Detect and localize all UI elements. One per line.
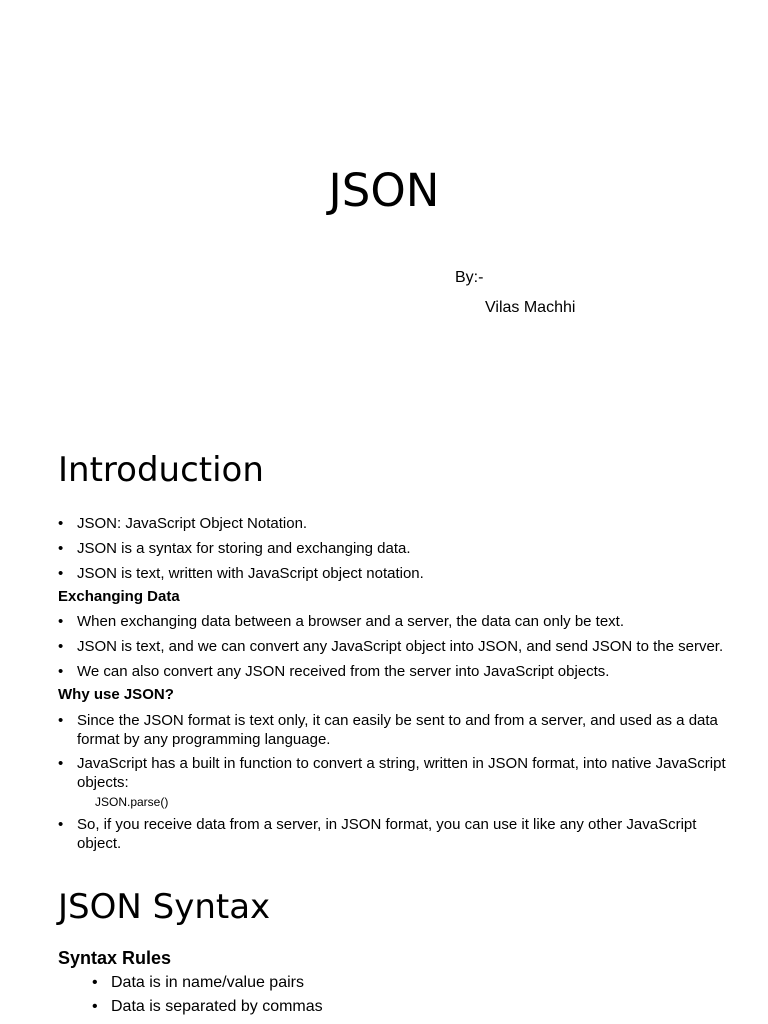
why-bullet-list bbox=[58, 711, 730, 792]
why-use-json-heading: Why use JSON? bbox=[58, 686, 174, 703]
intro-bullet-list bbox=[58, 514, 730, 583]
json-syntax-heading: JSON Syntax bbox=[58, 887, 271, 927]
exchanging-bullet-list bbox=[58, 612, 730, 681]
code-snippet: JSON.parse() bbox=[95, 795, 169, 809]
why-final-bullet-list bbox=[58, 815, 730, 853]
list-item: • Data is separated by commas bbox=[92, 997, 323, 1017]
list-item: • JSON is text, and we can convert any JavaScript object into JSON, and send JSON to the server. bbox=[58, 637, 730, 656]
author-name: Vilas Machhi bbox=[485, 299, 576, 316]
list-item: • Data is in name/value pairs bbox=[92, 973, 323, 993]
list-item: • JSON is a syntax for storing and exchanging data. bbox=[58, 539, 730, 558]
list-item: • We can also convert any JSON received from the server into JavaScript objects. bbox=[58, 662, 730, 681]
exchanging-data-heading: Exchanging Data bbox=[58, 588, 180, 605]
introduction-heading: Introduction bbox=[58, 450, 264, 490]
list-item: • When exchanging data between a browser and a server, the data can only be text. bbox=[58, 612, 730, 631]
syntax-bullet-list bbox=[92, 973, 323, 1017]
list-item: • JavaScript has a built in function to convert a string, written in JSON format, into native JavaScript objects: bbox=[58, 754, 730, 792]
syntax-rules-heading: Syntax Rules bbox=[58, 948, 172, 968]
list-item: • Since the JSON format is text only, it can easily be sent to and from a server, and used as a data format by any programming language. bbox=[58, 711, 730, 749]
by-label: By:- bbox=[455, 269, 484, 286]
slide-title: JSON bbox=[328, 164, 440, 217]
list-item: • So, if you receive data from a server, in JSON format, you can use it like any other JavaScript object. bbox=[58, 815, 730, 853]
list-item: • JSON: JavaScript Object Notation. bbox=[58, 514, 730, 533]
list-item: • JSON is text, written with JavaScript object notation. bbox=[58, 564, 730, 583]
